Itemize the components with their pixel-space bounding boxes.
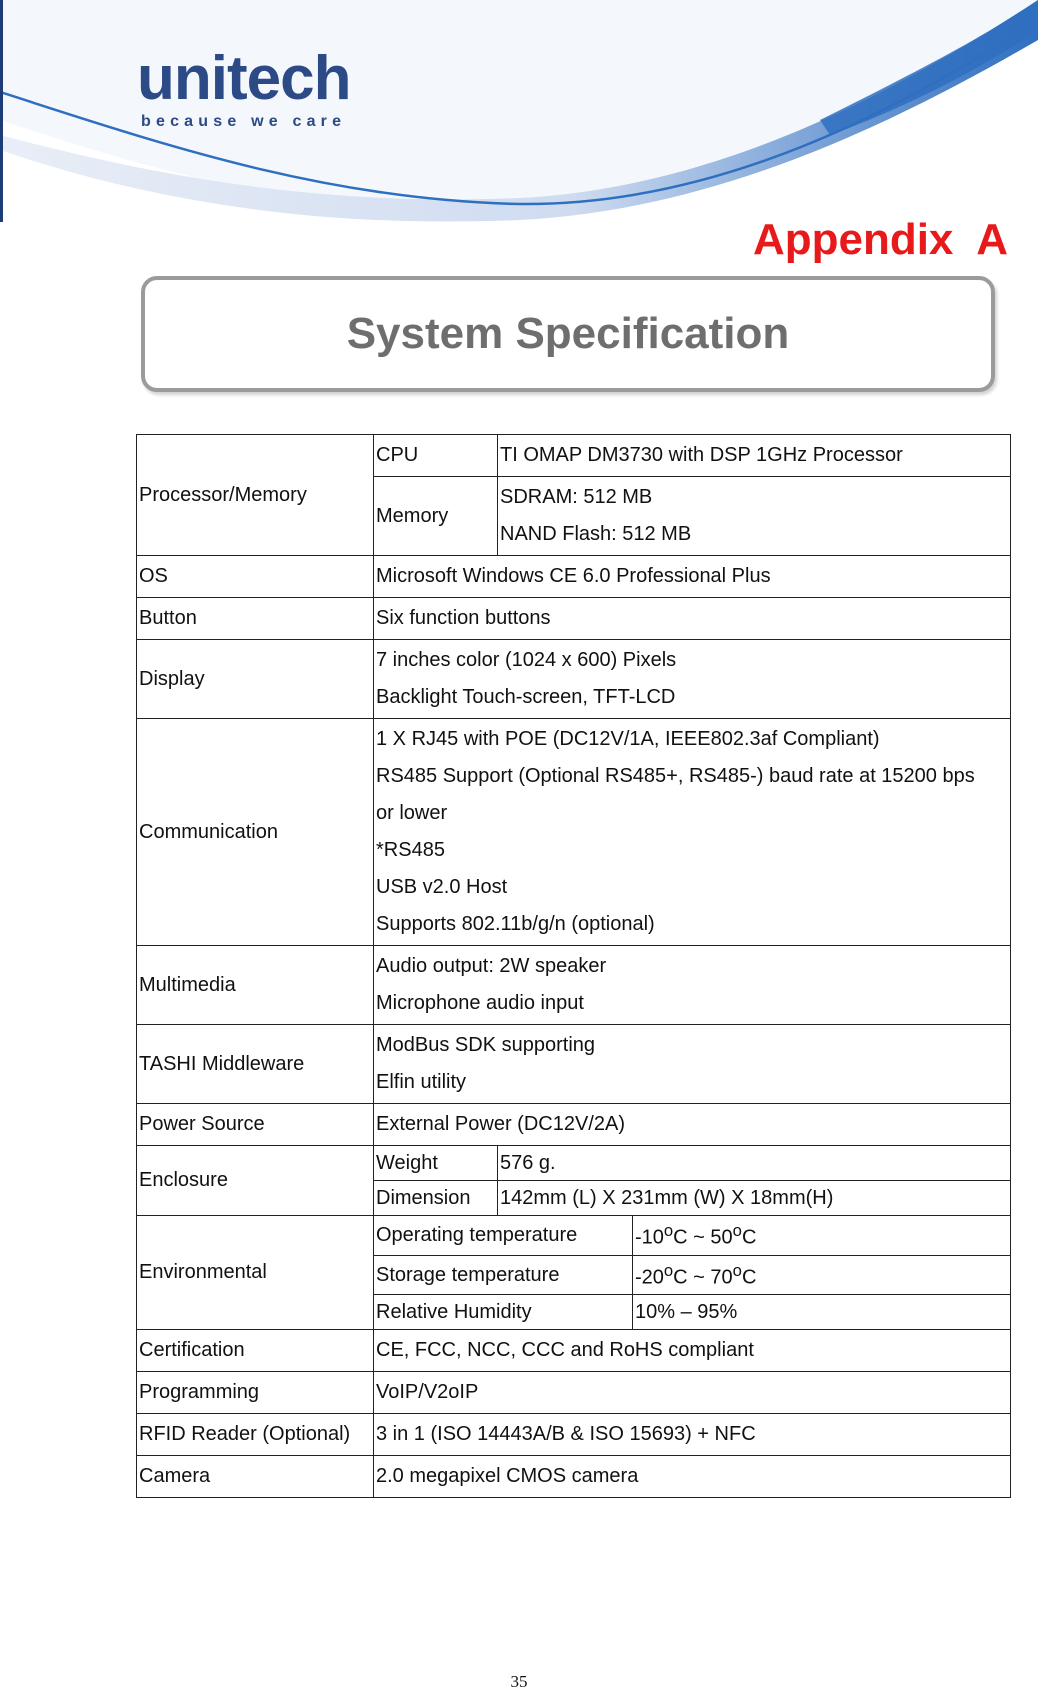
table-row	[137, 1146, 1011, 1181]
spec-value: 3 in 1 (ISO 14443A/B & ISO 15693) + NFC	[374, 1414, 1011, 1456]
left-edge-bar	[0, 0, 3, 222]
communication-line: 1 X RJ45 with POE (DC12V/1A, IEEE802.3af Compliant)	[376, 728, 880, 750]
spec-value	[374, 1025, 1011, 1104]
spec-label: Camera	[137, 1456, 374, 1498]
communication-line: RS485 Support (Optional RS485+, RS485-) baud rate at 15200 bps	[376, 765, 975, 787]
table-row	[137, 556, 1011, 598]
table-row	[137, 435, 1011, 477]
communication-line: or lower	[376, 802, 448, 824]
spec-label: Communication	[137, 719, 374, 946]
storage-temp-value: -20$^o$C ~ 70$^o$C	[633, 1255, 1011, 1295]
spec-label: Multimedia	[137, 946, 374, 1025]
page-title: System Specification	[346, 309, 790, 358]
appendix-heading: Appendix A	[752, 215, 1008, 264]
table-row	[137, 1330, 1011, 1372]
title-box	[141, 276, 995, 392]
humidity-label: Relative Humidity	[374, 1295, 633, 1330]
memory-label: Memory	[374, 477, 498, 556]
table-row	[137, 719, 1011, 946]
spec-label: Display	[137, 640, 374, 719]
spec-value: VoIP/V2oIP	[374, 1372, 1011, 1414]
spec-label: Button	[137, 598, 374, 640]
display-line: 7 inches color (1024 x 600) Pixels	[376, 649, 677, 671]
middleware-line: Elfin utility	[376, 1071, 467, 1093]
humidity-value: 10% – 95%	[633, 1295, 1011, 1330]
spec-value: External Power (DC12V/2A)	[374, 1104, 1011, 1146]
spec-label: TASHI Middleware	[137, 1025, 374, 1104]
table-row	[137, 1025, 1011, 1104]
storage-temp-label: Storage temperature	[374, 1255, 633, 1295]
spec-label: Programming	[137, 1372, 374, 1414]
spec-label: Environmental	[137, 1216, 374, 1330]
table-row	[137, 1216, 1011, 1256]
spec-value: CE, FCC, NCC, CCC and RoHS compliant	[374, 1330, 1011, 1372]
memory-value	[498, 477, 1011, 556]
communication-line: USB v2.0 Host	[376, 876, 508, 898]
multimedia-line: Audio output: 2W speaker	[376, 955, 607, 977]
operating-temp-value: -10$^o$C ~ 50$^o$C	[633, 1216, 1011, 1256]
weight-value: 576 g.	[498, 1146, 1011, 1181]
dimension-value: 142mm (L) X 231mm (W) X 18mm(H)	[498, 1181, 1011, 1216]
table-row	[137, 1456, 1011, 1498]
table-row	[137, 598, 1011, 640]
spec-label: OS	[137, 556, 374, 598]
dimension-label: Dimension	[374, 1181, 498, 1216]
spec-value: Six function buttons	[374, 598, 1011, 640]
spec-label: Certification	[137, 1330, 374, 1372]
weight-label: Weight	[374, 1146, 498, 1181]
cpu-value: TI OMAP DM3730 with DSP 1GHz Processor	[498, 435, 1011, 477]
spec-value: Microsoft Windows CE 6.0 Professional Plus	[374, 556, 1011, 598]
page-number: 35	[510, 1672, 528, 1691]
table-row	[137, 640, 1011, 719]
spec-label: Enclosure	[137, 1146, 374, 1216]
spec-table	[136, 434, 1011, 1498]
display-line: Backlight Touch-screen, TFT-LCD	[376, 686, 676, 708]
spec-value	[374, 719, 1011, 946]
middleware-line: ModBus SDK supporting	[376, 1034, 596, 1056]
cpu-label: CPU	[374, 435, 498, 477]
communication-line: *RS485	[376, 839, 445, 861]
operating-temp-label: Operating temperature	[374, 1216, 633, 1256]
table-row	[137, 1104, 1011, 1146]
spec-label: Processor/Memory	[137, 435, 374, 556]
table-row	[137, 946, 1011, 1025]
memory-line: NAND Flash: 512 MB	[500, 523, 692, 545]
table-row	[137, 1372, 1011, 1414]
spec-label: RFID Reader (Optional)	[137, 1414, 374, 1456]
spec-value	[374, 946, 1011, 1025]
communication-line: Supports 802.11b/g/n (optional)	[376, 913, 655, 935]
spec-value	[374, 640, 1011, 719]
spec-value: 2.0 megapixel CMOS camera	[374, 1456, 1011, 1498]
table-row	[137, 1414, 1011, 1456]
logo-tagline: because we care	[141, 113, 347, 130]
memory-line: SDRAM: 512 MB	[500, 486, 653, 508]
unitech-logo: unitech	[137, 44, 351, 113]
multimedia-line: Microphone audio input	[376, 992, 584, 1014]
spec-label: Power Source	[137, 1104, 374, 1146]
